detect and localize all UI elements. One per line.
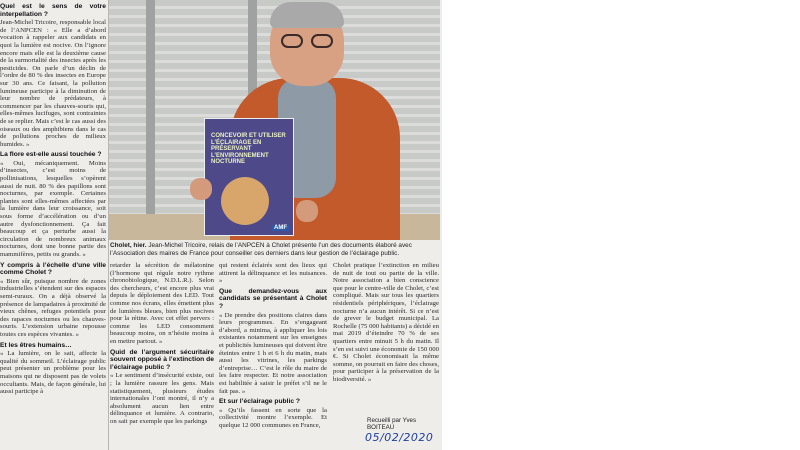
person-hair <box>270 2 344 28</box>
moon-icon <box>221 177 269 225</box>
interview-question: Et sur l’éclairage public ? <box>219 398 301 406</box>
interview-answer: retarder la sécrétion de mélatonine (l’hormone qui régule notre rythme chronobiologique, N.D.L.R.). Selon des chercheurs, c’est encore plus vrai depuis le déploiement des LED. Tout comme nos écrans, elles émettent plus de lumières bleues, bien plus nocives pour la rétine. Avec cet effet pervers : comme les LED consomment beaucoup moins, on n’hésite moins à en mettre partout. » <box>110 262 214 345</box>
brochure-cover <box>204 118 294 236</box>
left-hand <box>190 178 212 200</box>
interview-answer: « Oui, mécaniquement. Moins d’insectes, c’est moins de pollinisations, lesquelles s’opèrent aussi de nuit. 80 % des papillons sont nocturnes, par exemple. Certaines plantes sont elles-mêmes affectées par la lumière dans leur croissance, soit sous forme d’accélération ou d’un autre dysfonctionnement. Ça fait beaucoup et ça perturbe aussi la circulation de nombreux animaux nocturnes, dont une bonne partie des mammifères, petits ou grands. » <box>0 159 106 258</box>
column-divider <box>108 0 109 450</box>
caption-lead: Cholet, hier. <box>110 242 147 249</box>
interview-answer: Jean-Michel Tricoire, responsable local de l’ANPCEN : « Elle a d’abord vocation à rappeler aux candidats en quoi la lumière est nocive. On l’ignore encore mais elle est la deuxième cause de la surmortalité des insectes après les pesticides. On parle d’un déclin de l’ordre de 80 % des insectes en Europe sur 30 ans. Ce faisant, la pollution lumineuse participe à la diminution de leur nombre de prédateurs, à commencer par les chauves-souris qui, elles-mêmes lucifuges, sont contraintes de se replier. Mais c’est le cas aussi des oiseaux ou des amphibiens dans le cas de pollutions proches de milieux humides. » <box>0 19 106 148</box>
caption-text: Jean-Michel Tricoire, relais de l’ANPCEN à Cholet présente l’un des documents élaboré avec l’Association des maires de France pour conseiller ces derniers dans leur gestion de l’éclairage public. <box>110 242 412 257</box>
interview-answer: « De prendre des positions claires dans leurs programmes. En s’engageant d’abord, a minima, à appliquer les lois existantes notamment sur les enseignes et publicités lumineuses qui doivent être éteintes entre 1 h et 6 h du matin, mais aussi les vitrines, les parkings d’entreprise… C’est le rôle du maire de les faire respecter. Et notre association est habilitée à saisir le préfet s’il ne le fait pas. » <box>219 311 327 395</box>
brochure-title: CONCEVOIR ET UTILISER L’ÉCLAIRAGE EN PRÉSERVANT L’ENVIRONNEMENT NOCTURNE <box>211 133 286 166</box>
interview-question: Que demandez-vous aux candidats se présentant à Cholet ? <box>219 287 327 310</box>
glasses-icon <box>278 34 336 48</box>
article-photo <box>108 0 440 240</box>
photo-caption <box>110 242 440 258</box>
interview-question: Quel est le sens de votre interpellation ? <box>0 3 106 18</box>
interview-question: Quid de l’argument sécuritaire souvent opposé à l’extinction de l’éclairage public ? <box>110 348 214 371</box>
amf-logo: AMF <box>274 225 287 231</box>
blind-gap <box>146 0 155 240</box>
interview-question: Y compris à l’échelle d’une ville comme Cholet ? <box>0 261 106 277</box>
byline: Recueilli par Yves BOITEAU <box>367 417 417 431</box>
article-column-2 <box>219 262 327 431</box>
interview-answer: « Bien sûr, puisque nombre de zones industrielles s’étendent sur des espaces semi-ruraux. On a déjà observé la présence de lampadaires à proximité de vieux chênes, refuges potentiels pour des rapaces nocturnes ou les chauves-souris. L’extension urbaine repousse toutes ces espèces vivantes. » <box>0 277 106 338</box>
interview-answer: Cholet pratique l’extinction en milieu de nuit de tout ou partie de la ville. Notre association a bien conscience que pour le centre-ville de Cholet, c’est compliqué. Mais sur tous les quartiers résidentiels périphériques, l’éclairage nocturne n’a aucun intérêt. Si ce n’est de grever le budget municipal. La Rochelle (75 000 habitants) a décidé en mai 2019 d’éteindre 70 % de ses quartiers entre minuit 5 h du matin. Il s’en est suivi une économie de 150 000 €. Si Cholet économisait la même somme, on pourrait en faire des choses, pour participer à la préservation de la biodiversité. » <box>333 262 439 383</box>
interview-answer: qui restent éclairés sont des lieux qui attirent la délinquance et les nuisances. » <box>219 262 327 285</box>
right-hand <box>296 200 318 222</box>
interview-answer: « Le sentiment d’insécurité existe, oui ; la lumière rassure les gens. Mais statistiquement, plusieurs études internationales l’ont montré, il n’y a absolument aucun lien entre délinquance et lumière. A contrario, on sait par exemple que les parkings <box>110 372 214 425</box>
interview-answer: « Qu’ils fassent en sorte que la collectivité montre l’exemple. Et quelque 12 000 communes en France, <box>219 406 327 429</box>
interview-question: La flore est-elle aussi touchée ? <box>0 151 102 159</box>
interview-question: Et les êtres humains… <box>0 341 72 349</box>
interview-answer: « La lumière, on le sait, affecte la qualité du sommeil. L’éclairage public peut présenter un problème pour les maisons qui ne disposent pas de volets occultants. Mais, de façon générale, lui aussi participe à <box>0 350 106 396</box>
handwritten-date: 05/02/2020 <box>365 431 434 444</box>
article-column-left <box>0 0 106 398</box>
article-column-1 <box>110 262 214 427</box>
article-column-3 <box>333 262 439 386</box>
